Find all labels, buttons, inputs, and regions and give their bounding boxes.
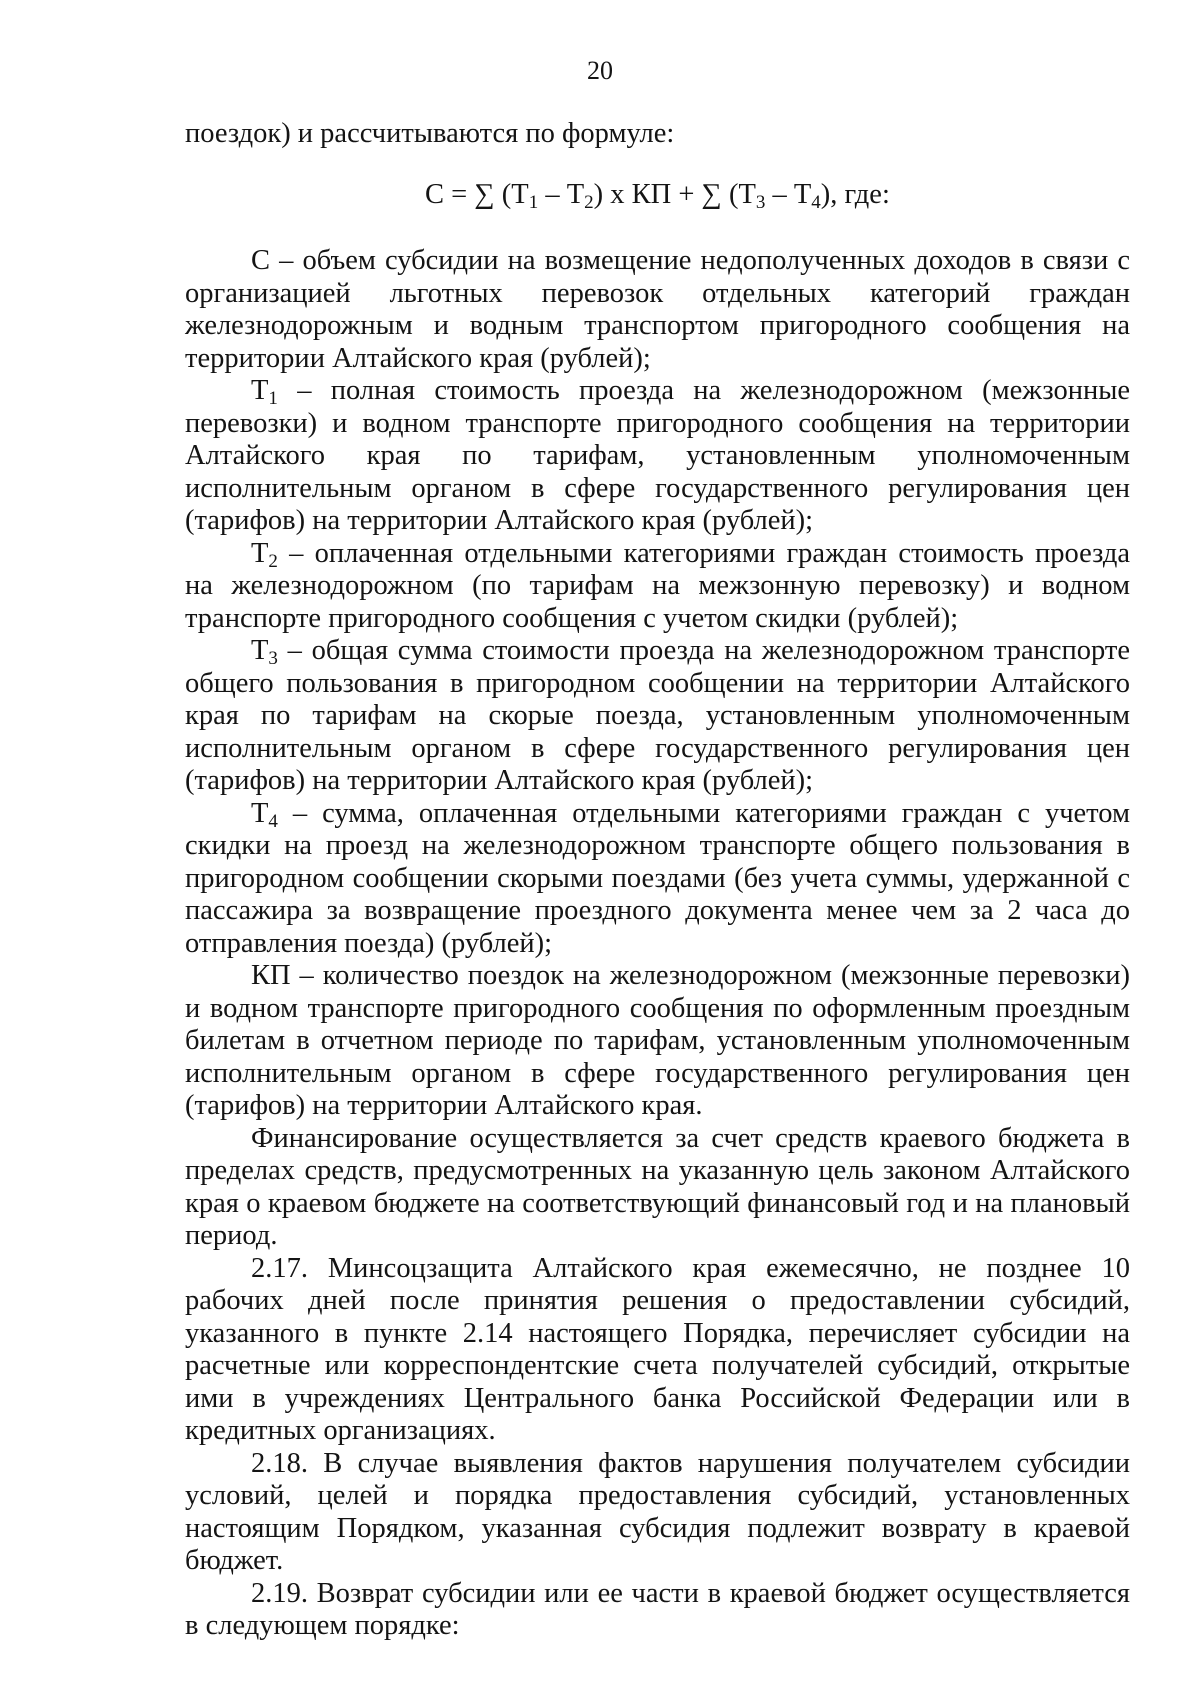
- document-body: [185, 118, 1130, 1643]
- definition-t2: [185, 538, 1130, 636]
- formula-part: ) х КП + ∑ (Т: [593, 178, 756, 210]
- financing-paragraph: Финансирование осуществляется за счет средств краевого бюджета в пределах средств, предусмотренных на указанную цель законом Алтайского края о краевом бюджете на соответствующий финансовый год и на плановый период.: [185, 1122, 1130, 1251]
- definition-text: – сумма, оплаченная отдельными категориями граждан с учетом скидки на проезд на железнодорожном транспорте общего пользования в пригородном сообщении скорыми поездами (без учета суммы, удержанной с пассажира за возвращение проездного документа менее чем за 2 часа до отправления поезда) (рублей);: [185, 797, 1130, 959]
- definition-t4: [185, 798, 1130, 961]
- definition-c: С – объем субсидии на возмещение недополученных доходов в связи с организацией льготных перевозок отдельных категорий граждан железнодорожным и водным транспортом пригородного сообщения на территории Алтайского края (рублей);: [185, 245, 1130, 374]
- formula-subscript: 3: [755, 191, 766, 213]
- variable-subscript: 2: [268, 550, 278, 572]
- clause-2-17: 2.17. Минсоцзащита Алтайского края ежемесячно, не позднее 10 рабочих дней после принятия решения о предоставлении субсидий, указанного в пункте 2.14 настоящего Порядка, перечисляет субсидии на расчетные или корреспондентские счета получателей субсидий, открытые ими в учреждениях Центрального банка Российской Федерации или в кредитных организациях.: [185, 1252, 1130, 1446]
- definition-kp: КП – количество поездок на железнодорожном (межзонные перевозки) и водном транспорте пригородного сообщения по оформленным проездным билетам в отчетном периоде по тарифам, установленным уполномоченным исполнительным органом в сфере государственного регулирования цен (тарифов) на территории Алтайского края.: [185, 960, 1130, 1121]
- definition-text: – общая сумма стоимости проезда на железнодорожном транспорте общего пользования в пригородном сообщении на территории Алтайского края по тарифам на скорые поезда, установленным уполномоченным исполнительным органом в сфере государственного регулирования цен (тарифов) на территории Алтайского края (рублей);: [185, 635, 1130, 796]
- definition-text: – полная стоимость проезда на железнодорожном (межзонные перевозки) и водном транспорте пригородного сообщения на территории Алтайского края по тарифам, установленным уполномоченным исполнительным органом в сфере государственного регулирования цен (тарифов) на территории Алтайского края (рублей);: [185, 375, 1130, 536]
- formula-part: С = ∑ (Т: [425, 178, 529, 210]
- clause-2-19: 2.19. Возврат субсидии или ее части в краевой бюджет осуществляется в следующем порядке:: [185, 1577, 1130, 1641]
- definition-text: – оплаченная отдельными категориями граждан стоимость проезда на железнодорожном (по тарифам на межзонную перевозку) и водном транспорте пригородного сообщения с учетом скидки (рублей);: [185, 537, 1130, 634]
- definition-t3: [185, 635, 1130, 798]
- variable-subscript: 4: [268, 810, 278, 832]
- subsidy-formula: [185, 179, 1130, 212]
- formula-subscript: 2: [584, 191, 594, 213]
- variable-letter: Т: [251, 537, 269, 569]
- page-number: 20: [587, 56, 613, 85]
- lead-line: поездок) и рассчитываются по формуле:: [185, 118, 675, 149]
- variable-letter: Т: [251, 635, 269, 666]
- clause-2-18: 2.18. В случае выявления фактов нарушения получателем субсидии условий, целей и порядка предоставления субсидий, установленных настоящим Порядком, указанная субсидия подлежит возврату в краевой бюджет.: [185, 1447, 1130, 1576]
- formula-subscript: 1: [528, 191, 539, 213]
- formula-part: ), где:: [820, 178, 890, 210]
- formula-subscript: 4: [811, 191, 821, 213]
- variable-subscript: 1: [268, 388, 278, 409]
- definition-t1: [185, 375, 1130, 538]
- variable-letter: Т: [251, 375, 269, 406]
- formula-part: – Т: [538, 178, 585, 210]
- formula-part: – Т: [765, 178, 812, 210]
- variable-letter: Т: [251, 797, 269, 829]
- variable-subscript: 3: [268, 648, 278, 669]
